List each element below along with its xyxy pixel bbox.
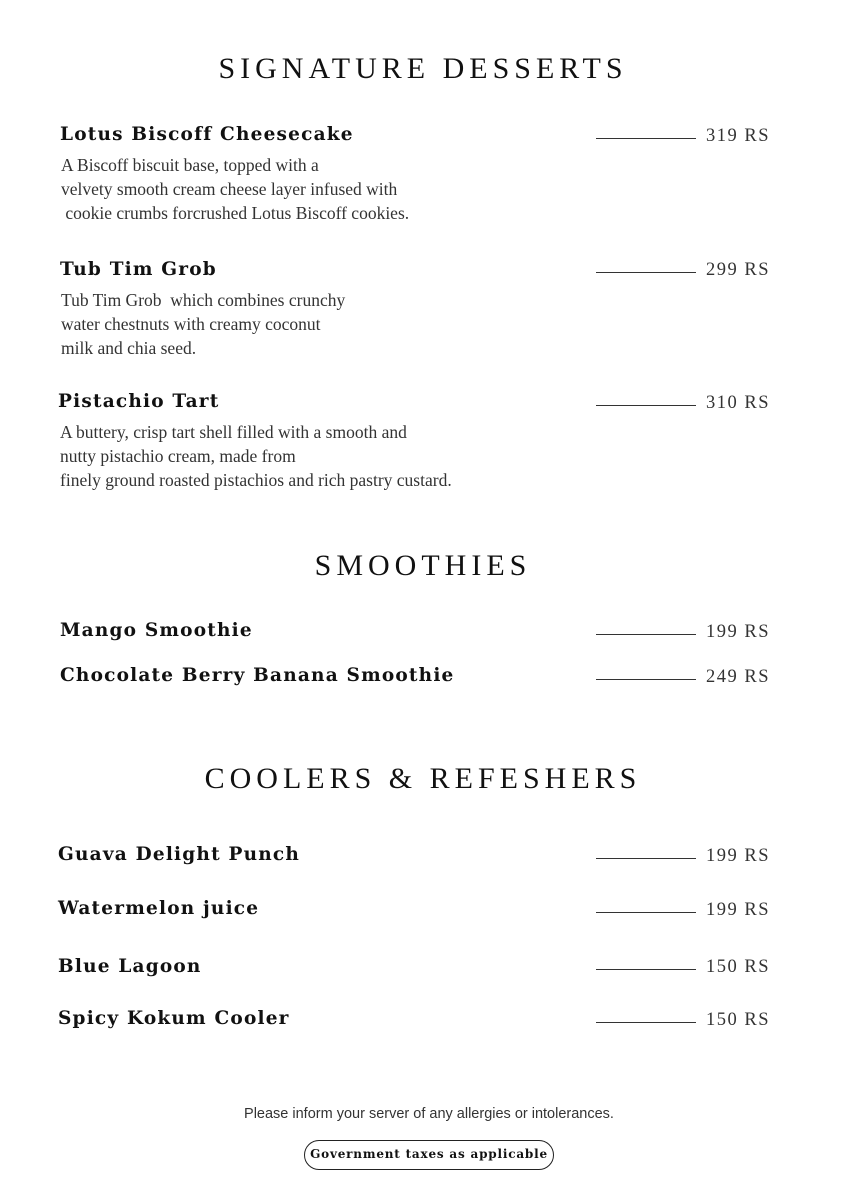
price-leader-line — [596, 912, 696, 913]
price-leader-line — [596, 138, 696, 139]
item-price-mango-smoothie: 199 RS — [706, 622, 771, 642]
item-name-spicy-kokum-cooler: Spicy Kokum Cooler — [58, 1008, 290, 1029]
item-name-blue-lagoon: Blue Lagoon — [58, 956, 202, 977]
price-leader-line — [596, 405, 696, 406]
item-name-lotus-biscoff-cheesecake: Lotus Biscoff Cheesecake — [60, 124, 354, 145]
price-leader-line — [596, 969, 696, 970]
item-description-lotus-biscoff-cheesecake: A Biscoff biscuit base, topped with a velvety smooth cream cheese layer infused with cookie crumbs forcrushed Lotus Biscoff cookies. — [61, 155, 410, 223]
item-name-watermelon-juice: Watermelon juice — [58, 898, 260, 919]
price-leader-line — [596, 272, 696, 273]
item-name-pistachio-tart: Pistachio Tart — [58, 391, 220, 412]
item-price-guava-delight-punch: 199 RS — [706, 846, 771, 866]
item-price-tub-tim-grob: 299 RS — [706, 260, 771, 280]
item-name-guava-delight-punch: Guava Delight Punch — [58, 844, 300, 865]
item-price-blue-lagoon: 150 RS — [706, 957, 771, 977]
item-price-spicy-kokum-cooler: 150 RS — [706, 1010, 771, 1030]
item-price-watermelon-juice: 199 RS — [706, 900, 771, 920]
allergy-note: Please inform your server of any allergies or intolerances. — [244, 1106, 614, 1122]
price-leader-line — [596, 858, 696, 859]
item-price-lotus-biscoff-cheesecake: 319 RS — [706, 126, 771, 146]
section-title-smoothies: SMOOTHIES — [314, 549, 532, 582]
item-name-tub-tim-grob: Tub Tim Grob — [60, 259, 217, 280]
item-name-chocolate-berry-banana-smoothie: Chocolate Berry Banana Smoothie — [60, 665, 455, 686]
item-price-chocolate-berry-banana-smoothie: 249 RS — [706, 667, 771, 687]
item-price-pistachio-tart: 310 RS — [706, 393, 771, 413]
tax-note-badge: Government taxes as applicable — [304, 1140, 554, 1170]
item-name-mango-smoothie: Mango Smoothie — [60, 620, 253, 641]
item-description-pistachio-tart: A buttery, crisp tart shell filled with a smooth and nutty pistachio cream, made from finely ground roasted pistachios and rich pastry custard. — [60, 422, 452, 490]
section-title-coolers-refeshers: COOLERS & REFESHERS — [204, 762, 642, 795]
item-description-tub-tim-grob: Tub Tim Grob which combines crunchy water chestnuts with creamy coconut milk and chia seed. — [61, 290, 346, 358]
price-leader-line — [596, 634, 696, 635]
section-title-signature-desserts: SIGNATURE DESSERTS — [218, 52, 628, 85]
price-leader-line — [596, 1022, 696, 1023]
price-leader-line — [596, 679, 696, 680]
